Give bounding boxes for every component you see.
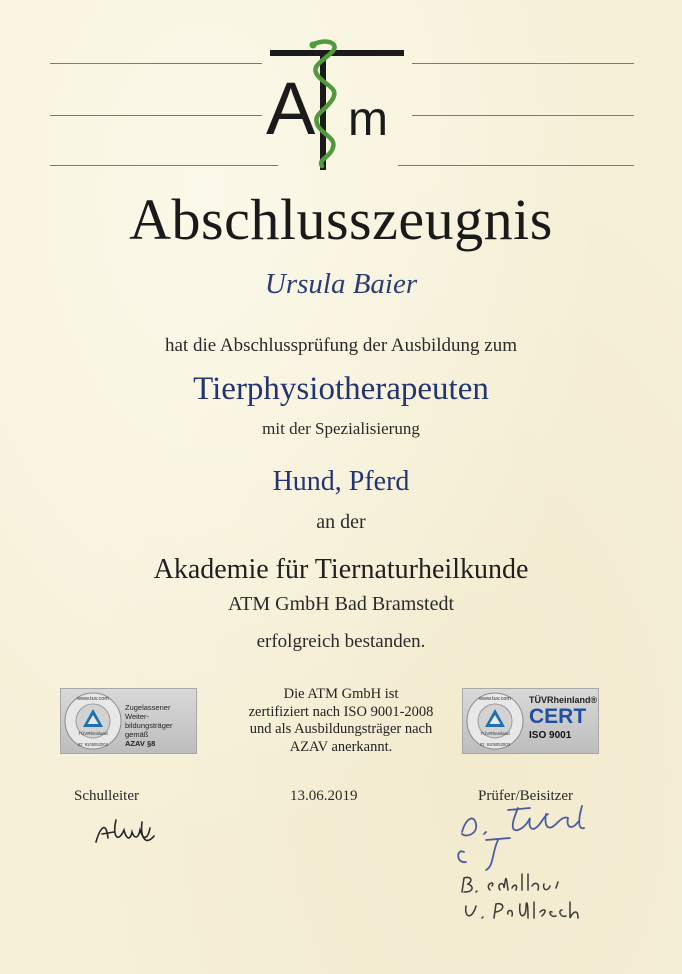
academy-name: Akademie für Tiernaturheilkunde	[153, 554, 529, 585]
tuv-seal-icon	[63, 691, 123, 751]
passed-exam-text: hat die Abschlussprüfung der Ausbildung zum	[165, 335, 517, 356]
rule-right-1	[412, 63, 634, 64]
iso-label: ISO 9001	[529, 730, 572, 741]
result-text: erfolgreich bestanden.	[256, 631, 426, 652]
issue-date: 13.06.2019	[290, 788, 358, 804]
company-name: ATM GmbH Bad Bramstedt	[227, 593, 455, 615]
principal-label: Schulleiter	[74, 788, 139, 804]
logo-letter-a: A	[266, 67, 316, 150]
azav-badge-text: Zugelassener Weiter- bildungsträger gemäß AZAV §8	[125, 703, 173, 748]
rule-left-2	[50, 115, 262, 116]
rule-right-3	[398, 165, 634, 166]
cert-label: CERT	[529, 705, 587, 728]
tuv-azav-badge	[60, 688, 197, 754]
certificate-title: Abschlusszeugnis	[129, 187, 553, 252]
recipient-name: Ursula Baier	[264, 268, 418, 300]
specialization-intro: mit der Spezialisierung	[262, 419, 420, 438]
logo-letter-m: m	[348, 93, 388, 146]
rule-left-1	[50, 63, 262, 64]
svg-text:ID: 9105052003: ID: 9105052003	[78, 742, 108, 747]
certification-note: Die ATM GmbH ist zertifiziert nach ISO 9001-2008 und als Ausbildungsträger nach AZAV anerkannt.	[248, 686, 434, 755]
profession-text: Tierphysiotherapeuten	[193, 371, 489, 407]
svg-text:TÜVRheinland: TÜVRheinland	[78, 731, 108, 736]
tuv-seal-icon	[465, 691, 525, 751]
svg-text:ID: 9105052003: ID: 9105052003	[480, 742, 510, 747]
specialization-text: Hund, Pferd	[272, 466, 410, 497]
svg-text:TÜVRheinland: TÜVRheinland	[480, 731, 510, 736]
principal-signature	[92, 808, 162, 852]
tuv-iso-badge	[462, 688, 599, 754]
svg-text:www.tuv.com: www.tuv.com	[77, 696, 109, 702]
examiner-signatures	[452, 800, 642, 930]
rule-left-3	[50, 165, 278, 166]
examiner-label: Prüfer/Beisitzer	[478, 788, 573, 804]
rule-right-2	[412, 115, 634, 116]
svg-text:www.tuv.com: www.tuv.com	[479, 696, 511, 702]
at-text: an der	[316, 511, 366, 533]
atm-logo	[262, 38, 412, 173]
tuv-brand-text: TÜVRheinland®	[529, 695, 598, 705]
